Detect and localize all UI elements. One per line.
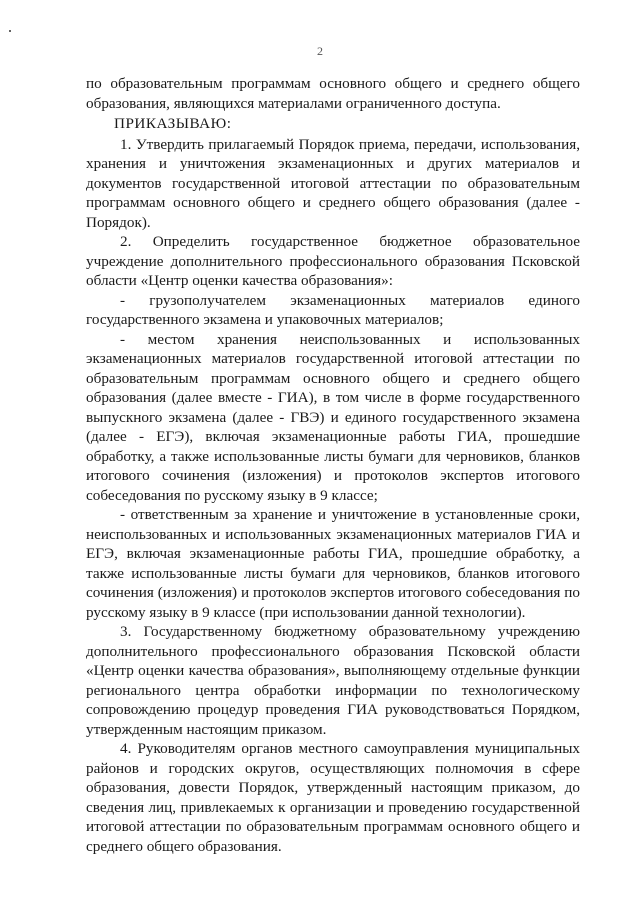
- paragraph-item-1: 1. Утвердить прилагаемый Порядок приема, передачи, использования, хранения и уничтожения экзаменационных и других материалов и документов государственной итоговой аттестации по образовательным программам основного общего и среднего общего образования (далее - Порядок).: [86, 135, 580, 231]
- paragraph-item-2: 2. Определить государственное бюджетное образовательное учреждение дополнительного профессионального образования Псковской области «Центр оценки качества образования»:: [86, 233, 580, 289]
- order-heading: ПРИКАЗЫВАЮ:: [114, 115, 232, 132]
- scan-speck: [9, 30, 11, 32]
- paragraph-item-3: 3. Государственному бюджетному образовательному учреждению дополнительного профессионального образования Псковской области «Центр оценки качества образования», выполняющему отдельные функции регионального центра обработки информации по технологическому сопровождению процедур проведения ГИА руководствоваться Порядком, утвержденным настоящим приказом.: [86, 623, 580, 738]
- paragraph-intro-continuation: по образовательным программам основного общего и среднего общего образования, являющихся материалами ограниченного доступа.: [86, 75, 580, 112]
- paragraph-item-2-consignee: - грузополучателем экзаменационных материалов единого государственного экзамена и упаковочных материалов;: [86, 291, 580, 328]
- paragraph-item-4: 4. Руководителям органов местного самоуправления муниципальных районов и городских округов, осуществляющих полномочия в сфере образования, довести Порядок, утвержденный настоящим приказом, до сведения лиц, привлекаемых к организации и проведению государственной итоговой аттестации по образовательным программам основного общего и среднего общего образования.: [86, 740, 580, 855]
- paragraph-item-2-responsible: - ответственным за хранение и уничтожение в установленные сроки, неиспользованных и использованных экзаменационных материалов ГИА и ЕГЭ, включая экзаменационные работы ГИА, прошедшие обработку, а также использованные листы бумаги для черновиков, бланков итогового сочинения (изложения) и протоколов экспертов итогового собеседования по русскому языку в 9 классе (при использовании данной технологии).: [86, 506, 580, 621]
- document-body: [86, 74, 580, 856]
- page-number: 2: [317, 44, 323, 58]
- paragraph-item-2-storage: - местом хранения неиспользованных и использованных экзаменационных материалов государственной итоговой аттестации по образовательным программам основного общего и среднего общего образования (далее вместе - ГИА), в том числе в форме государственного выпускного экзамена (далее - ГВЭ) и единого государственного экзамена (далее - ЕГЭ), включая экзаменационные работы ГИА, прошедшие обработку, а также использованные листы бумаги для черновиков, бланков итогового сочинения (изложения) и протоколов экспертов итогового собеседования по русскому языку в 9 классе;: [86, 330, 580, 504]
